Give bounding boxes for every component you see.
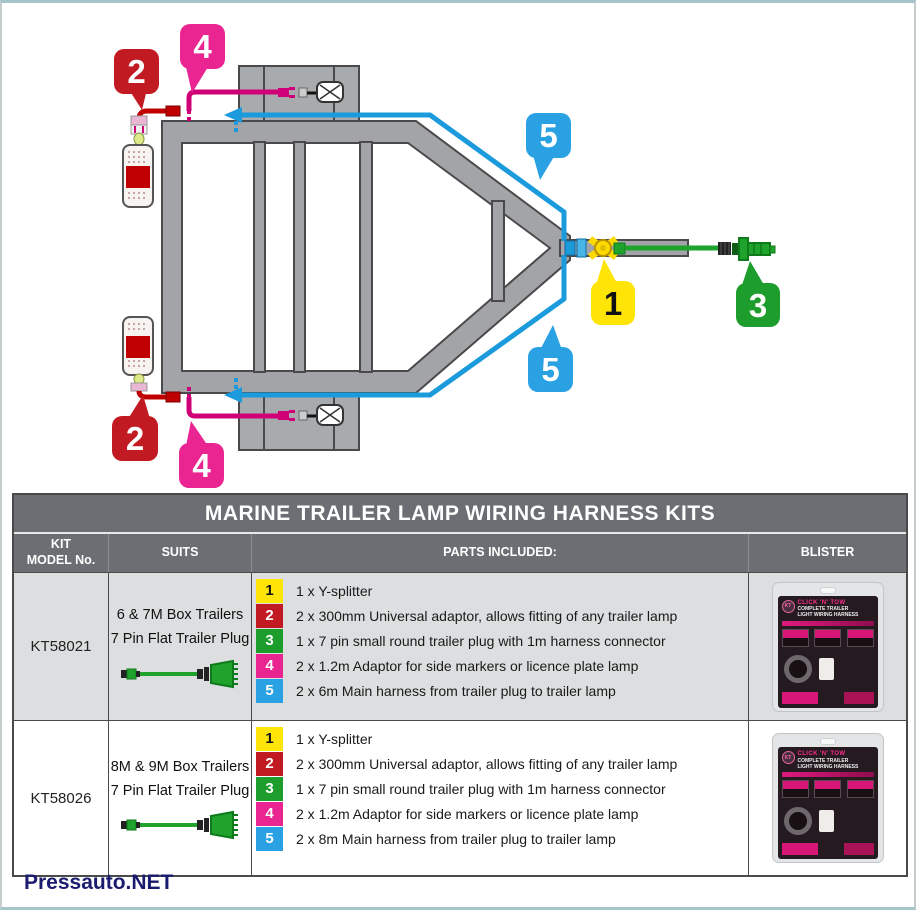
callout-4-top	[180, 24, 225, 93]
licence-plate-lamp-top	[317, 82, 343, 102]
watermark-brand: Pressauto.NET	[24, 871, 174, 894]
suits-line1: 6 & 7M Box Trailers	[116, 607, 244, 624]
blister-part-label	[847, 780, 874, 798]
blister-part-label	[814, 780, 841, 798]
svg-text:4: 4	[192, 447, 211, 484]
part-item: 4 2 x 1.2m Adaptor for side markers or licence plate lamp	[256, 653, 748, 678]
blister-banner	[782, 621, 874, 626]
part-number-chip: 2	[256, 604, 283, 628]
blister-part-label	[814, 629, 841, 647]
part-item: 1 1 x Y-splitter	[256, 578, 748, 603]
svg-text:5: 5	[539, 117, 558, 154]
callout-3	[736, 261, 780, 327]
blister-part-label	[844, 843, 874, 855]
kit-model: KT58026	[14, 721, 109, 875]
part-item: 5 2 x 8m Main harness from trailer plug to trailer lamp	[256, 826, 748, 851]
blister-part-label	[782, 780, 809, 798]
part-item: 3 1 x 7 pin small round trailer plug with 1m harness connector	[256, 628, 748, 653]
parts-list	[252, 721, 749, 875]
kt-logo: KT	[782, 751, 795, 764]
callout-5-bottom	[528, 325, 573, 392]
callout-2-bottom	[112, 395, 158, 461]
column-header-parts: PARTS INCLUDED:	[252, 534, 749, 572]
column-header-kit-model: KIT MODEL No.	[14, 534, 109, 572]
svg-text:3: 3	[748, 287, 768, 324]
part-number-chip: 2	[256, 752, 283, 776]
callout-1	[591, 259, 635, 325]
part-number-chip: 1	[256, 579, 283, 603]
instruction-card	[819, 810, 834, 832]
blister-pack-photo: KT CLICK 'N' TOW COMPLETE TRAILER LIGHT WIRING HARNESS	[772, 733, 884, 863]
suits-line2: 7 Pin Flat Trailer Plug	[110, 631, 250, 647]
part-number-chip: 5	[256, 679, 283, 703]
svg-text:4: 4	[193, 28, 212, 65]
table-row-kt58026	[14, 721, 906, 875]
blister-hang-hole	[820, 738, 836, 745]
svg-text:2: 2	[125, 420, 145, 457]
kit-model: KT58021	[14, 573, 109, 720]
callout-2-top	[114, 49, 159, 110]
trailer-frame	[162, 121, 688, 393]
column-header-suits: SUITS	[109, 534, 252, 572]
svg-text:2: 2	[127, 53, 146, 90]
suits-line1: 8M & 9M Box Trailers	[110, 758, 250, 775]
part-item: 2 2 x 300mm Universal adaptor, allows fitting of any trailer lamp	[256, 751, 748, 776]
table-row-kt58021	[14, 573, 906, 721]
table-title: MARINE TRAILER LAMP WIRING HARNESS KITS	[14, 495, 906, 534]
kits-table	[12, 493, 908, 877]
part-item: 1 1 x Y-splitter	[256, 726, 748, 751]
table-header-row	[14, 534, 906, 573]
part-number-chip: 3	[256, 629, 283, 653]
licence-plate-lamp-bottom	[317, 405, 343, 425]
blister-pack-photo: KT CLICK 'N' TOW COMPLETE TRAILER LIGHT WIRING HARNESS	[772, 582, 884, 712]
callout-5-top	[526, 113, 571, 180]
suits-cell	[109, 573, 252, 720]
cable-coil	[784, 655, 812, 683]
blister-brand: CLICK 'N' TOW	[797, 599, 846, 606]
blister-part-label	[847, 629, 874, 647]
suits-line2: 7 Pin Flat Trailer Plug	[110, 782, 250, 799]
blister-part-label	[782, 629, 809, 647]
part-item: 4 2 x 1.2m Adaptor for side markers or licence plate lamp	[256, 801, 748, 826]
suits-cell	[109, 721, 252, 875]
part-number-chip: 4	[256, 654, 283, 678]
part-item: 2 2 x 300mm Universal adaptor, allows fitting of any trailer lamp	[256, 603, 748, 628]
part-number-chip: 3	[256, 777, 283, 801]
blister-brand: CLICK 'N' TOW	[797, 751, 846, 757]
trailer-wiring-diagram	[2, 3, 916, 493]
instruction-card	[819, 658, 834, 680]
part-number-chip: 5	[256, 827, 283, 851]
svg-text:5: 5	[541, 351, 560, 388]
flat-plug-graphic	[119, 659, 241, 689]
tail-lamp-bottom	[123, 317, 153, 375]
part-item: 5 2 x 6m Main harness from trailer plug to trailer lamp	[256, 678, 748, 703]
parts-list	[252, 573, 749, 720]
callout-4-bottom	[179, 421, 224, 488]
kt-logo: KT	[782, 600, 795, 613]
cable-coil	[784, 807, 812, 835]
blister-banner	[782, 772, 874, 777]
part-number-chip: 1	[256, 727, 283, 751]
tail-lamp-top	[123, 145, 153, 207]
blister-part-label	[782, 692, 818, 704]
blister-hang-hole	[820, 587, 836, 594]
part-item: 3 1 x 7 pin small round trailer plug with 1m harness connector	[256, 776, 748, 801]
blister-part-label	[782, 843, 818, 855]
blister-cell	[749, 721, 906, 875]
blister-part-label	[844, 692, 874, 704]
column-header-blister: BLISTER	[800, 545, 855, 560]
part-number-chip: 4	[256, 802, 283, 826]
svg-text:1: 1	[603, 285, 623, 322]
blister-cell	[749, 573, 906, 720]
flat-plug-graphic	[119, 810, 241, 840]
